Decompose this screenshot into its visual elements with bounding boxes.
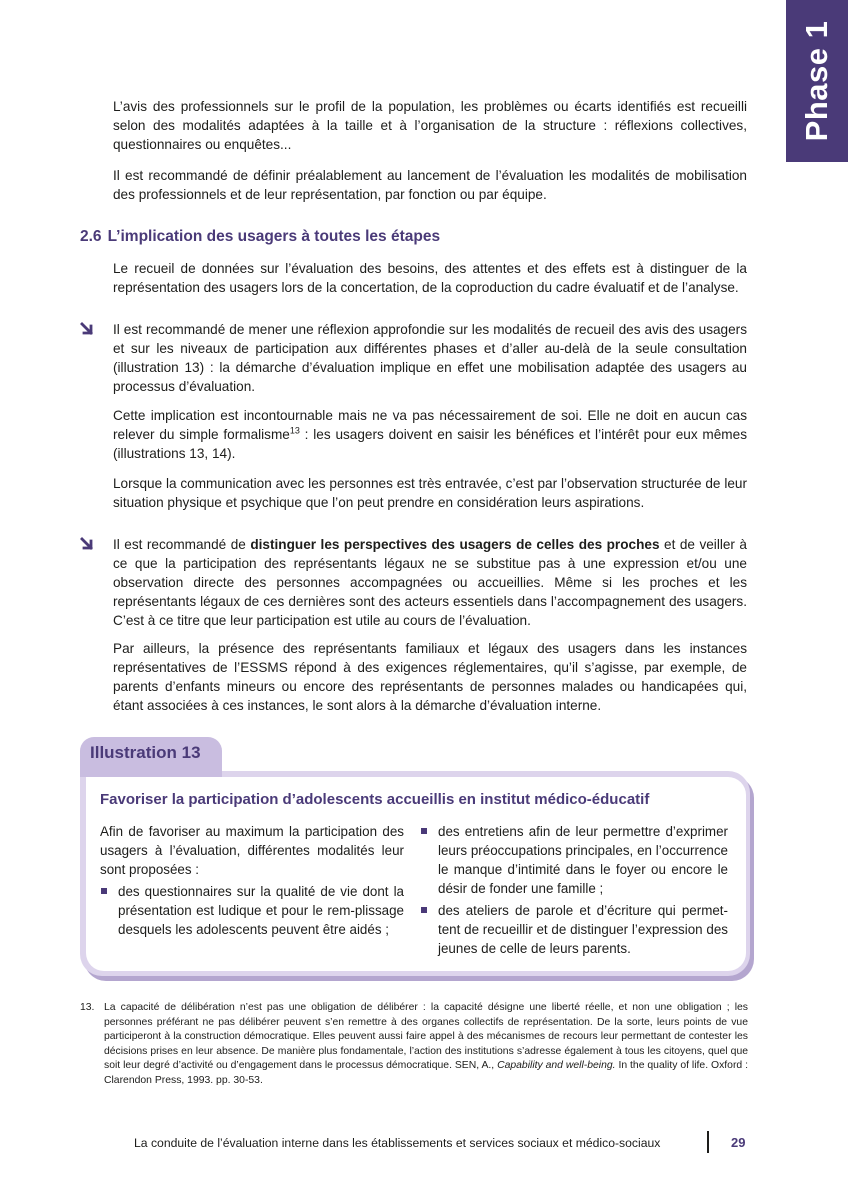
section-heading	[80, 228, 440, 246]
illustration-right-column	[420, 822, 728, 958]
recommendation-1-text: Il est recommandé de mener une réflexion approfondie sur les modalités de recueil des avis des usagers et sur les niveaux de participation aux différentes phases et d’aller au-delà de la seule consultation (illustration 13) : la démarche d’évaluation implique en effet une mobilisation adaptée des usagers au processus d’évaluation.	[113, 322, 747, 394]
illustration-title: Favoriser la participation d’adolescents accueillis en institut médico-éducatif	[100, 791, 650, 808]
footer-divider	[707, 1131, 709, 1153]
section-title: L’implication des usagers à toutes les étapes	[107, 228, 441, 245]
rec1-para2-part-a: Cette implication est incontournable mais ne va pas nécessairement de soi. Elle ne doit en aucun cas relever du simple formalisme	[113, 408, 747, 442]
recommendation-1-paragraph-2	[113, 406, 747, 463]
phase-tab	[786, 0, 848, 162]
footnote-part-a: La capacité de délibération n’est pas une obligation de délibérer : la capacité désigne une liberté réelle, et non une obligation ; les personnes préférant ne pas délibérer peuvent s’en remettre à des organes collectifs de représentation. De la sorte, leurs points de vue participeront à la construction démocratique. Elles peuvent aussi faire appel à des mécanismes de recours leur permettant de contester les décisions prises en leur absence. De manière plus fondamentale, l’action des institutions s’adresse également à tous les citoyens, quel que soit leur degré d’activité ou d’engagement dans le processus démocratique. SEN, A.,	[104, 1002, 748, 1071]
arrow-down-right-icon	[80, 537, 94, 551]
footnote	[80, 1001, 748, 1088]
rec2-bold: distinguer les perspectives des usagers de celles des proches	[250, 537, 660, 552]
footer-title: La conduite de l’évaluation interne dans les établissements et services sociaux et médico-sociaux	[134, 1136, 661, 1150]
illustration-bullet-questionnaires: des questionnaires sur la qualité de vie dont la présentation est ludique et pour le rem-plissage desquels les adolescents peuvent être aidés ;	[100, 882, 404, 939]
section-number: 2.6	[80, 228, 102, 245]
footnote-number: 13.	[80, 1002, 95, 1013]
illustration-tab-label: Illustration 13	[90, 743, 201, 762]
recommendation-2-text	[113, 535, 747, 630]
page-number: 29	[731, 1135, 746, 1150]
arrow-down-right-icon	[80, 322, 94, 336]
footnote-part-b: In the quality of life. Oxford : Clarendon Press, 1993. pp. 30-53.	[104, 1060, 748, 1086]
illustration-intro: Afin de favoriser au maximum la participation des usagers à l’évaluation, différentes modalités leur sont proposées :	[100, 824, 404, 877]
illustration-left-column	[100, 822, 404, 939]
paragraph-professionals-opinion: L’avis des professionnels sur le profil de la population, les problèmes ou écarts identifiés est recueilli selon des modalités adaptées à la taille et à l’organisation de la structure : réflexions collectives, questionnaires ou enquêtes...	[113, 99, 747, 152]
recommendation-1-paragraph-3: Lorsque la communication avec les personnes est très entravée, c’est par l’observation structurée de leur situation physique et psychique que l’on peut prendre en considération leurs aspirations.	[113, 476, 747, 510]
rec2-part-a: Il est recommandé de	[113, 537, 251, 552]
footnote-italic: Capability and well-being.	[497, 1060, 616, 1071]
rec1-para2-part-b: : les usagers doivent en saisir les bénéfices et l’intérêt pour eux mêmes (illustrations 13, 14).	[113, 427, 747, 461]
phase-tab-label: Phase 1	[799, 20, 834, 142]
illustration-bullet-entretiens: des entretiens afin de leur permettre d’exprimer leurs préoccupations principales, en l’occurrence le manque d’intimité dans le foyer ou encore le désir de fonder une famille ;	[420, 822, 728, 898]
paragraph-mobilisation: Il est recommandé de définir préalablement au lancement de l’évaluation les modalités de mobilisation des professionnels et de leur représentation, par fonction ou par équipe.	[113, 168, 747, 202]
illustration-bullet-ateliers: des ateliers de parole et d’écriture qui permet-tent de recueillir et de distinguer l’expression des jeunes de celle de leurs parents.	[420, 901, 728, 958]
recommendation-2-paragraph-2: Par ailleurs, la présence des représentants familiaux et légaux des usagers dans les instances représentatives de l’ESSMS répond à des exigences réglementaires, qu’il s’agisse, par exemple, de parents d’enfants mineurs ou encore des représentants de personnes malades ou handicapées qui, étant associées à ces instances, le sont alors à la démarche d’évaluation interne.	[113, 641, 747, 713]
rec2-part-b: et de veiller à ce que la participation des représentants légaux ne se substitue pas à une expression et/ou une observation directe des personnes accompagnées ou accueillies. Même si les proches et les représentants légaux de ces dernières sont des acteurs essentiels dans l’accompagnement des usagers. C’est à ce titre que leur participation est utile au cours de l’évaluation.	[113, 537, 747, 628]
section-intro: Le recueil de données sur l’évaluation des besoins, des attentes et des effets est à distinguer de la représentation des usagers lors de la concertation, de la coproduction du cadre évaluatif et de l’analyse.	[113, 261, 747, 295]
footnote-ref: 13	[289, 425, 300, 436]
illustration-tab	[80, 737, 222, 777]
footnote-text	[104, 1001, 748, 1088]
